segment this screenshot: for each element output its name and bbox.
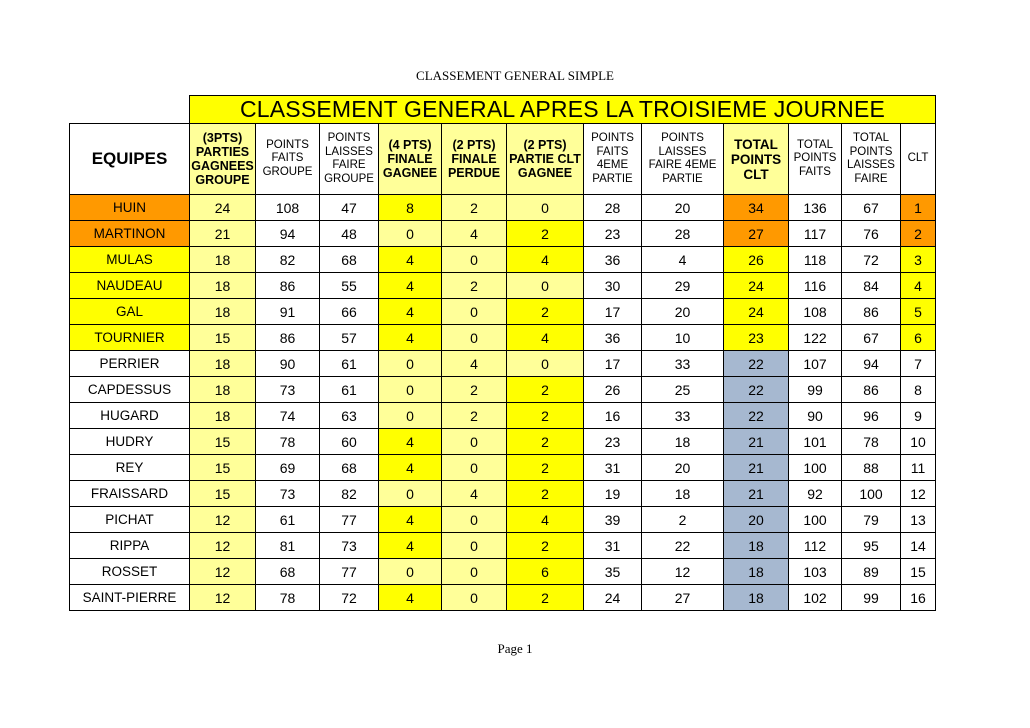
cell-points-laisses-4eme: 10 — [642, 325, 724, 351]
cell-equipe: CAPDESSUS — [70, 377, 190, 403]
cell-parties-gagnees: 21 — [190, 221, 256, 247]
cell-partie-clt-gagnee: 6 — [507, 559, 584, 585]
cell-clt: 10 — [901, 429, 936, 455]
cell-parties-gagnees: 12 — [190, 533, 256, 559]
cell-total-points-clt: 21 — [724, 481, 789, 507]
col-header-points-laisses-groupe: POINTS LAISSES FAIRE GROUPE — [320, 124, 379, 195]
cell-total-points-faits: 122 — [789, 325, 842, 351]
cell-points-faits-4eme: 31 — [584, 533, 642, 559]
cell-clt: 13 — [901, 507, 936, 533]
banner-row — [70, 96, 936, 124]
cell-finale-gagnee: 0 — [379, 221, 442, 247]
cell-partie-clt-gagnee: 0 — [507, 195, 584, 221]
cell-points-faits-4eme: 17 — [584, 299, 642, 325]
cell-total-points-laisses: 84 — [842, 273, 901, 299]
cell-partie-clt-gagnee: 2 — [507, 455, 584, 481]
cell-finale-gagnee: 4 — [379, 429, 442, 455]
cell-points-laisses-4eme: 2 — [642, 507, 724, 533]
cell-total-points-faits: 118 — [789, 247, 842, 273]
cell-equipe: MULAS — [70, 247, 190, 273]
cell-clt: 1 — [901, 195, 936, 221]
cell-points-laisses-groupe: 73 — [320, 533, 379, 559]
cell-parties-gagnees: 12 — [190, 507, 256, 533]
cell-points-laisses-groupe: 66 — [320, 299, 379, 325]
cell-points-faits-4eme: 24 — [584, 585, 642, 611]
cell-total-points-clt: 18 — [724, 585, 789, 611]
cell-points-faits-4eme: 23 — [584, 221, 642, 247]
cell-equipe: REY — [70, 455, 190, 481]
cell-parties-gagnees: 15 — [190, 429, 256, 455]
cell-equipe: HUDRY — [70, 429, 190, 455]
cell-equipe: PERRIER — [70, 351, 190, 377]
cell-partie-clt-gagnee: 2 — [507, 221, 584, 247]
cell-points-laisses-4eme: 33 — [642, 351, 724, 377]
cell-parties-gagnees: 18 — [190, 377, 256, 403]
cell-total-points-faits: 112 — [789, 533, 842, 559]
cell-clt: 7 — [901, 351, 936, 377]
cell-points-faits-4eme: 28 — [584, 195, 642, 221]
cell-points-laisses-4eme: 18 — [642, 481, 724, 507]
cell-points-laisses-groupe: 68 — [320, 247, 379, 273]
cell-total-points-laisses: 76 — [842, 221, 901, 247]
cell-finale-gagnee: 4 — [379, 585, 442, 611]
cell-points-laisses-groupe: 72 — [320, 585, 379, 611]
cell-clt: 8 — [901, 377, 936, 403]
cell-points-faits-4eme: 35 — [584, 559, 642, 585]
cell-total-points-clt: 34 — [724, 195, 789, 221]
cell-total-points-faits: 90 — [789, 403, 842, 429]
cell-clt: 3 — [901, 247, 936, 273]
cell-partie-clt-gagnee: 0 — [507, 273, 584, 299]
cell-points-faits-4eme: 26 — [584, 377, 642, 403]
table-row — [70, 455, 936, 481]
cell-equipe: RIPPA — [70, 533, 190, 559]
table-row — [70, 273, 936, 299]
cell-finale-perdue: 0 — [442, 585, 507, 611]
table-row — [70, 351, 936, 377]
document-header: CLASSEMENT GENERAL SIMPLE — [416, 68, 614, 83]
cell-points-faits-4eme: 16 — [584, 403, 642, 429]
cell-points-laisses-4eme: 20 — [642, 195, 724, 221]
cell-total-points-clt: 24 — [724, 299, 789, 325]
cell-total-points-clt: 18 — [724, 559, 789, 585]
cell-points-laisses-4eme: 18 — [642, 429, 724, 455]
cell-total-points-clt: 21 — [724, 455, 789, 481]
cell-total-points-clt: 24 — [724, 273, 789, 299]
cell-parties-gagnees: 18 — [190, 247, 256, 273]
page-number: Page 1 — [497, 641, 533, 656]
cell-total-points-faits: 99 — [789, 377, 842, 403]
cell-clt: 4 — [901, 273, 936, 299]
cell-points-laisses-4eme: 20 — [642, 299, 724, 325]
cell-points-laisses-groupe: 63 — [320, 403, 379, 429]
cell-clt: 5 — [901, 299, 936, 325]
cell-points-faits-groupe: 94 — [256, 221, 320, 247]
blank-corner — [70, 96, 190, 124]
table-row — [70, 559, 936, 585]
table-row — [70, 481, 936, 507]
cell-equipe: SAINT-PIERRE — [70, 585, 190, 611]
cell-finale-gagnee: 4 — [379, 247, 442, 273]
cell-points-faits-4eme: 36 — [584, 325, 642, 351]
cell-points-faits-groupe: 81 — [256, 533, 320, 559]
cell-points-laisses-groupe: 61 — [320, 351, 379, 377]
cell-finale-gagnee: 0 — [379, 377, 442, 403]
cell-points-laisses-4eme: 29 — [642, 273, 724, 299]
table-row — [70, 533, 936, 559]
col-header-clt: CLT — [901, 124, 936, 195]
cell-clt: 11 — [901, 455, 936, 481]
cell-clt: 12 — [901, 481, 936, 507]
cell-total-points-laisses: 100 — [842, 481, 901, 507]
col-header-partie-clt-gagnee: (2 PTS) PARTIE CLT GAGNEE — [507, 124, 584, 195]
cell-equipe: GAL — [70, 299, 190, 325]
cell-points-laisses-groupe: 48 — [320, 221, 379, 247]
table-row — [70, 221, 936, 247]
cell-parties-gagnees: 15 — [190, 325, 256, 351]
header-row — [70, 124, 936, 195]
cell-equipe: FRAISSARD — [70, 481, 190, 507]
cell-total-points-faits: 92 — [789, 481, 842, 507]
cell-total-points-faits: 136 — [789, 195, 842, 221]
cell-equipe: MARTINON — [70, 221, 190, 247]
cell-total-points-clt: 18 — [724, 533, 789, 559]
col-header-points-laisses-4eme: POINTS LAISSES FAIRE 4EME PARTIE — [642, 124, 724, 195]
table-body — [70, 195, 936, 611]
cell-points-faits-groupe: 108 — [256, 195, 320, 221]
cell-equipe: TOURNIER — [70, 325, 190, 351]
cell-finale-gagnee: 4 — [379, 507, 442, 533]
cell-points-laisses-groupe: 57 — [320, 325, 379, 351]
cell-points-laisses-4eme: 12 — [642, 559, 724, 585]
table-row — [70, 507, 936, 533]
cell-parties-gagnees: 18 — [190, 351, 256, 377]
cell-finale-perdue: 4 — [442, 481, 507, 507]
cell-total-points-faits: 103 — [789, 559, 842, 585]
cell-clt: 6 — [901, 325, 936, 351]
cell-total-points-faits: 116 — [789, 273, 842, 299]
cell-points-laisses-4eme: 20 — [642, 455, 724, 481]
cell-parties-gagnees: 18 — [190, 273, 256, 299]
cell-parties-gagnees: 24 — [190, 195, 256, 221]
cell-points-laisses-4eme: 33 — [642, 403, 724, 429]
cell-points-faits-4eme: 17 — [584, 351, 642, 377]
cell-total-points-faits: 100 — [789, 455, 842, 481]
cell-parties-gagnees: 18 — [190, 299, 256, 325]
cell-points-laisses-groupe: 77 — [320, 507, 379, 533]
cell-total-points-clt: 22 — [724, 377, 789, 403]
table-row — [70, 247, 936, 273]
cell-finale-perdue: 0 — [442, 325, 507, 351]
table-row — [70, 429, 936, 455]
cell-points-faits-groupe: 69 — [256, 455, 320, 481]
col-header-total-points-faits: TOTAL POINTS FAITS — [789, 124, 842, 195]
cell-total-points-faits: 108 — [789, 299, 842, 325]
cell-finale-gagnee: 0 — [379, 403, 442, 429]
table-row — [70, 195, 936, 221]
cell-total-points-faits: 100 — [789, 507, 842, 533]
standings-table — [69, 95, 936, 611]
cell-total-points-faits: 107 — [789, 351, 842, 377]
cell-points-faits-groupe: 86 — [256, 273, 320, 299]
cell-points-faits-groupe: 82 — [256, 247, 320, 273]
cell-finale-perdue: 0 — [442, 507, 507, 533]
cell-parties-gagnees: 12 — [190, 585, 256, 611]
cell-total-points-laisses: 94 — [842, 351, 901, 377]
cell-equipe: NAUDEAU — [70, 273, 190, 299]
cell-points-faits-groupe: 78 — [256, 429, 320, 455]
cell-points-laisses-4eme: 4 — [642, 247, 724, 273]
cell-total-points-clt: 26 — [724, 247, 789, 273]
cell-points-laisses-groupe: 82 — [320, 481, 379, 507]
cell-equipe: PICHAT — [70, 507, 190, 533]
cell-partie-clt-gagnee: 4 — [507, 247, 584, 273]
table-row — [70, 585, 936, 611]
cell-points-laisses-4eme: 22 — [642, 533, 724, 559]
cell-total-points-laisses: 78 — [842, 429, 901, 455]
cell-points-faits-4eme: 31 — [584, 455, 642, 481]
cell-points-laisses-4eme: 28 — [642, 221, 724, 247]
cell-points-faits-groupe: 73 — [256, 377, 320, 403]
cell-total-points-laisses: 67 — [842, 195, 901, 221]
cell-points-laisses-groupe: 77 — [320, 559, 379, 585]
cell-clt: 16 — [901, 585, 936, 611]
cell-partie-clt-gagnee: 2 — [507, 533, 584, 559]
cell-finale-gagnee: 4 — [379, 299, 442, 325]
cell-parties-gagnees: 18 — [190, 403, 256, 429]
cell-points-faits-groupe: 68 — [256, 559, 320, 585]
cell-partie-clt-gagnee: 2 — [507, 429, 584, 455]
cell-finale-perdue: 0 — [442, 247, 507, 273]
cell-total-points-laisses: 67 — [842, 325, 901, 351]
cell-finale-gagnee: 8 — [379, 195, 442, 221]
cell-total-points-laisses: 88 — [842, 455, 901, 481]
cell-points-laisses-4eme: 27 — [642, 585, 724, 611]
col-header-finale-perdue: (2 PTS) FINALE PERDUE — [442, 124, 507, 195]
cell-points-faits-4eme: 36 — [584, 247, 642, 273]
cell-total-points-clt: 21 — [724, 429, 789, 455]
cell-partie-clt-gagnee: 2 — [507, 403, 584, 429]
cell-clt: 2 — [901, 221, 936, 247]
table-row — [70, 299, 936, 325]
cell-partie-clt-gagnee: 2 — [507, 481, 584, 507]
cell-partie-clt-gagnee: 0 — [507, 351, 584, 377]
cell-total-points-faits: 102 — [789, 585, 842, 611]
cell-points-laisses-groupe: 55 — [320, 273, 379, 299]
cell-points-laisses-groupe: 68 — [320, 455, 379, 481]
cell-points-laisses-groupe: 60 — [320, 429, 379, 455]
cell-finale-perdue: 2 — [442, 273, 507, 299]
cell-total-points-laisses: 72 — [842, 247, 901, 273]
table-row — [70, 377, 936, 403]
cell-points-faits-4eme: 19 — [584, 481, 642, 507]
cell-points-faits-groupe: 61 — [256, 507, 320, 533]
cell-finale-gagnee: 4 — [379, 533, 442, 559]
cell-points-faits-groupe: 90 — [256, 351, 320, 377]
cell-finale-gagnee: 0 — [379, 481, 442, 507]
cell-clt: 9 — [901, 403, 936, 429]
cell-total-points-faits: 117 — [789, 221, 842, 247]
table-banner: CLASSEMENT GENERAL APRES LA TROISIEME JOURNEE — [190, 96, 936, 124]
cell-finale-perdue: 2 — [442, 403, 507, 429]
cell-points-faits-groupe: 86 — [256, 325, 320, 351]
cell-finale-perdue: 0 — [442, 299, 507, 325]
cell-total-points-faits: 101 — [789, 429, 842, 455]
col-header-points-faits-4eme: POINTS FAITS 4EME PARTIE — [584, 124, 642, 195]
cell-total-points-laisses: 86 — [842, 377, 901, 403]
cell-total-points-clt: 20 — [724, 507, 789, 533]
cell-total-points-laisses: 99 — [842, 585, 901, 611]
col-header-parties-gagnees: (3PTS) PARTIES GAGNEES GROUPE — [190, 124, 256, 195]
cell-finale-perdue: 0 — [442, 429, 507, 455]
cell-finale-gagnee: 4 — [379, 273, 442, 299]
cell-finale-perdue: 2 — [442, 195, 507, 221]
cell-finale-perdue: 0 — [442, 559, 507, 585]
cell-clt: 15 — [901, 559, 936, 585]
cell-partie-clt-gagnee: 4 — [507, 325, 584, 351]
cell-total-points-laisses: 79 — [842, 507, 901, 533]
cell-total-points-laisses: 89 — [842, 559, 901, 585]
cell-points-faits-4eme: 30 — [584, 273, 642, 299]
col-header-total-points-laisses: TOTAL POINTS LAISSES FAIRE — [842, 124, 901, 195]
cell-partie-clt-gagnee: 2 — [507, 377, 584, 403]
cell-points-faits-groupe: 74 — [256, 403, 320, 429]
cell-finale-perdue: 0 — [442, 455, 507, 481]
cell-equipe: HUGARD — [70, 403, 190, 429]
cell-parties-gagnees: 15 — [190, 481, 256, 507]
cell-equipe: HUIN — [70, 195, 190, 221]
cell-total-points-clt: 23 — [724, 325, 789, 351]
cell-total-points-clt: 27 — [724, 221, 789, 247]
cell-finale-perdue: 0 — [442, 533, 507, 559]
cell-finale-perdue: 4 — [442, 221, 507, 247]
cell-total-points-laisses: 86 — [842, 299, 901, 325]
cell-finale-gagnee: 4 — [379, 455, 442, 481]
cell-finale-gagnee: 0 — [379, 559, 442, 585]
cell-points-faits-groupe: 73 — [256, 481, 320, 507]
col-header-finale-gagnee: (4 PTS) FINALE GAGNEE — [379, 124, 442, 195]
cell-parties-gagnees: 12 — [190, 559, 256, 585]
cell-partie-clt-gagnee: 4 — [507, 507, 584, 533]
cell-finale-gagnee: 4 — [379, 325, 442, 351]
col-header-equipes: EQUIPES — [70, 124, 190, 195]
cell-clt: 14 — [901, 533, 936, 559]
cell-partie-clt-gagnee: 2 — [507, 585, 584, 611]
cell-total-points-clt: 22 — [724, 403, 789, 429]
cell-total-points-laisses: 95 — [842, 533, 901, 559]
cell-total-points-laisses: 96 — [842, 403, 901, 429]
table-row — [70, 325, 936, 351]
cell-parties-gagnees: 15 — [190, 455, 256, 481]
cell-finale-perdue: 2 — [442, 377, 507, 403]
col-header-points-faits-groupe: POINTS FAITS GROUPE — [256, 124, 320, 195]
cell-points-faits-groupe: 78 — [256, 585, 320, 611]
col-header-total-points-clt: TOTAL POINTS CLT — [724, 124, 789, 195]
table-row — [70, 403, 936, 429]
cell-points-faits-groupe: 91 — [256, 299, 320, 325]
cell-finale-perdue: 4 — [442, 351, 507, 377]
cell-equipe: ROSSET — [70, 559, 190, 585]
cell-points-faits-4eme: 23 — [584, 429, 642, 455]
cell-points-laisses-4eme: 25 — [642, 377, 724, 403]
cell-points-faits-4eme: 39 — [584, 507, 642, 533]
cell-partie-clt-gagnee: 2 — [507, 299, 584, 325]
cell-total-points-clt: 22 — [724, 351, 789, 377]
cell-points-laisses-groupe: 47 — [320, 195, 379, 221]
cell-points-laisses-groupe: 61 — [320, 377, 379, 403]
cell-finale-gagnee: 0 — [379, 351, 442, 377]
